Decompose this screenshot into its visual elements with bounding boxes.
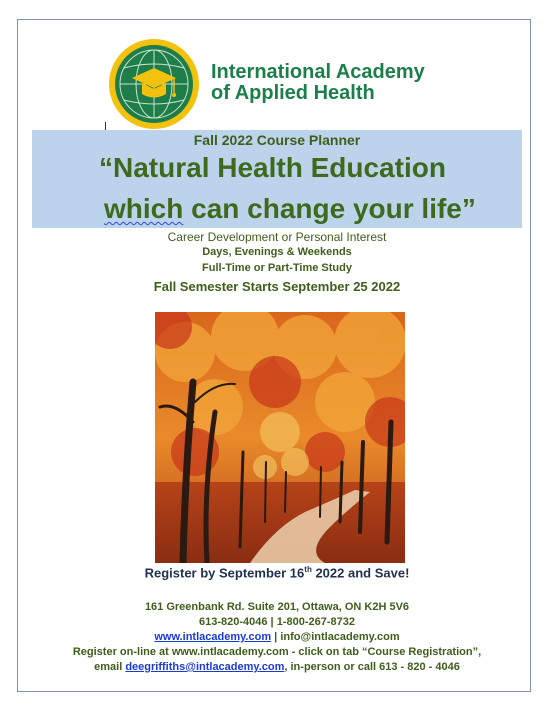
semester-start: Fall Semester Starts September 25 2022 [153, 279, 401, 294]
website-link[interactable]: www.intlacademy.com [154, 631, 272, 643]
subtitle: Career Development or Personal Interest [167, 230, 387, 244]
web-and-email [32, 631, 522, 643]
online-registration: Register on-line at www.intlacademy.com - click on tab “Course Registration”, [72, 646, 482, 658]
email-suffix: , in-person or call 613 - 820 - 4046 [284, 661, 460, 673]
separator: | [271, 631, 281, 643]
slogan-line-2-rest: can change your life” [183, 193, 476, 224]
autumn-forest-path-photo-icon [155, 312, 405, 563]
slogan-line-2 [104, 193, 476, 225]
spellcheck-word: which [104, 193, 184, 224]
register-deadline-rest: 2022 and Save! [311, 565, 410, 581]
info-email: info@intlacademy.com [280, 631, 400, 643]
address: 161 Greenbank Rd. Suite 201, Ottawa, ON K2H 5V6 [144, 601, 410, 613]
register-deadline [32, 565, 522, 580]
schedule-days: Days, Evenings & Weekends [202, 246, 352, 258]
slogan-line-1: “Natural Health Education [99, 152, 446, 183]
register-deadline-text: Register by September 16 [144, 565, 305, 581]
planner-title: Fall 2022 Course Planner [193, 132, 361, 148]
title-banner [32, 130, 522, 228]
org-name-line2: of Applied Health [211, 82, 375, 104]
phone-numbers: 613-820-4046 | 1-800-267-8732 [199, 616, 355, 628]
study-type: Full-Time or Part-Time Study [202, 262, 352, 274]
email-prefix: email [94, 661, 126, 673]
register-deadline-sup: th [304, 565, 312, 574]
email-link[interactable]: deegriffiths@intlacademy.com [125, 661, 285, 673]
org-name-line1: International Academy [211, 61, 425, 83]
text-cursor [105, 122, 106, 130]
graduation-cap-globe-logo-icon [108, 38, 200, 130]
email-contact [32, 661, 522, 673]
organization-name [211, 62, 425, 104]
